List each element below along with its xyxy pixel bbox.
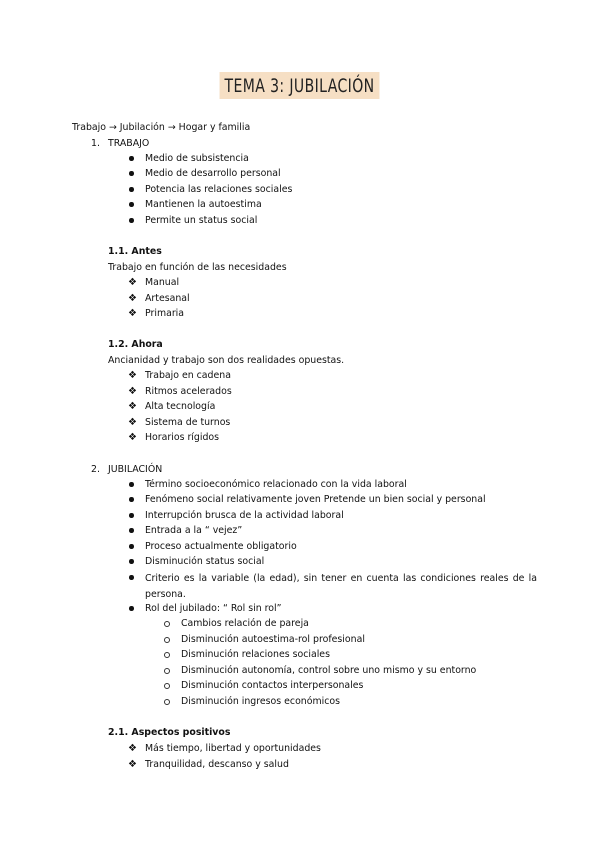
circle-bullet-icon (164, 699, 170, 705)
bullet-dot (129, 171, 134, 176)
circle-bullet-icon (164, 637, 170, 643)
circle-bullet-icon (164, 668, 170, 674)
list-item: Más tiempo, libertad y oportunidades (145, 743, 321, 754)
subsection-heading: 2.1. Aspectos positivos (108, 727, 231, 738)
list-item: Criterio es la variable (la edad), sin tener en cuenta las condiciones reales de la persona. (145, 573, 537, 600)
bullet-dot (129, 575, 134, 580)
bullet-dot (129, 202, 134, 207)
sub-list-item: Disminución contactos interpersonales (181, 680, 364, 691)
list-item: Manual (145, 277, 180, 288)
section2-heading: JUBILACIÓN (108, 464, 163, 475)
list-item: Medio de subsistencia (145, 153, 249, 164)
subsection-text: Trabajo en función de las necesidades (108, 262, 287, 273)
list-item: Alta tecnología (145, 401, 216, 412)
diamond-bullet-icon: ❖ (128, 759, 137, 770)
subsection-heading: 1.1. Antes (108, 246, 162, 257)
list-item: Disminución status social (145, 556, 265, 567)
sub-list-item: Cambios relación de pareja (181, 618, 309, 629)
list-item: Artesanal (145, 293, 190, 304)
page-title: TEMA 3: JUBILACIÓN (220, 72, 380, 99)
section2-number: 2. (91, 464, 100, 475)
list-item: Tranquilidad, descanso y salud (145, 759, 289, 770)
section1-heading: TRABAJO (108, 138, 150, 149)
diamond-bullet-icon: ❖ (128, 308, 137, 319)
circle-bullet-icon (164, 621, 170, 627)
intro-line: Trabajo → Jubilación → Hogar y familia (72, 122, 251, 133)
sub-list-item: Disminución relaciones sociales (181, 649, 330, 660)
bullet-dot (129, 156, 134, 161)
diamond-bullet-icon: ❖ (128, 293, 137, 304)
bullet-dot (129, 497, 134, 502)
diamond-bullet-icon: ❖ (128, 417, 137, 428)
sub-list-item: Disminución ingresos económicos (181, 696, 340, 707)
bullet-dot (129, 513, 134, 518)
list-item: Interrupción brusca de la actividad laboral (145, 510, 344, 521)
diamond-bullet-icon: ❖ (128, 432, 137, 443)
diamond-bullet-icon: ❖ (128, 386, 137, 397)
diamond-bullet-icon: ❖ (128, 401, 137, 412)
list-item: Ritmos acelerados (145, 386, 232, 397)
subsection-text: Ancianidad y trabajo son dos realidades opuestas. (108, 355, 345, 366)
bullet-dot (129, 218, 134, 223)
diamond-bullet-icon: ❖ (128, 743, 137, 754)
list-item: Término socioeconómico relacionado con la vida laboral (145, 479, 407, 490)
circle-bullet-icon (164, 683, 170, 689)
bullet-dot (129, 559, 134, 564)
list-item: Entrada a la “ vejez” (145, 525, 243, 536)
section1-number: 1. (91, 138, 100, 149)
diamond-bullet-icon: ❖ (128, 370, 137, 381)
list-item: Rol del jubilado: “ Rol sin rol” (145, 603, 282, 614)
subsection-heading: 1.2. Ahora (108, 339, 163, 350)
circle-bullet-icon (164, 652, 170, 658)
bullet-dot (129, 482, 134, 487)
list-item: Horarios rígidos (145, 432, 220, 443)
bullet-dot (129, 187, 134, 192)
bullet-dot (129, 606, 134, 611)
bullet-dot (129, 544, 134, 549)
list-item: Sistema de turnos (145, 417, 231, 428)
diamond-bullet-icon: ❖ (128, 277, 137, 288)
sub-list-item: Disminución autonomía, control sobre uno mismo y su entorno (181, 665, 477, 676)
list-item: Medio de desarrollo personal (145, 168, 281, 179)
bullet-dot (129, 528, 134, 533)
list-item: Primaria (145, 308, 185, 319)
sub-list-item: Disminución autoestima-rol profesional (181, 634, 365, 645)
list-item: Permite un status social (145, 215, 258, 226)
list-item: Trabajo en cadena (145, 370, 231, 381)
list-item: Potencia las relaciones sociales (145, 184, 293, 195)
list-item: Fenómeno social relativamente joven Pretende un bien social y personal (145, 494, 486, 505)
list-item: Proceso actualmente obligatorio (145, 541, 297, 552)
list-item: Mantienen la autoestima (145, 199, 262, 210)
